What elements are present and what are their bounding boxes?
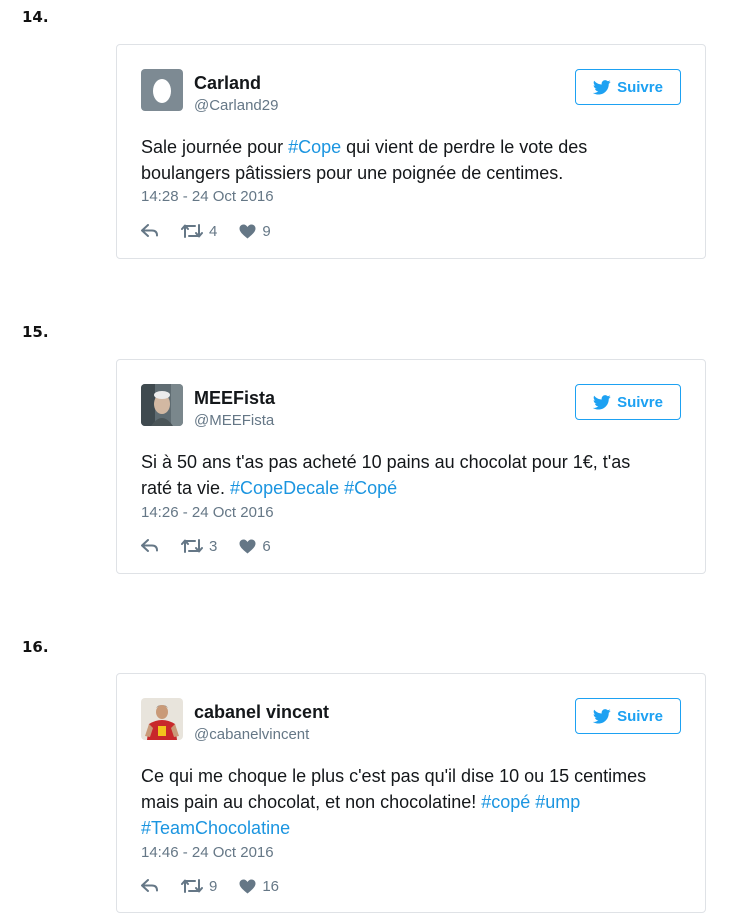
tweet-text-line [141,160,681,186]
follow-label: Suivre [617,78,663,96]
hashtag-link[interactable]: #CopeDecale [230,478,340,498]
tweet-text-segment: qui vient de perdre le vote des [341,137,588,157]
timestamp[interactable]: 14:26 - 24 Oct 2016 [141,504,274,521]
tweet-text-line [141,789,681,815]
tweet-text-line [141,763,681,789]
like-button[interactable] [239,223,270,240]
retweet-icon [181,223,203,239]
tweet-number: 16. [22,638,49,656]
reply-button[interactable] [141,879,159,893]
retweet-count: 9 [209,877,218,895]
retweet-icon [181,538,203,554]
tweet-card [116,44,706,259]
follow-button[interactable] [575,384,681,420]
tweet-text-segment: Ce qui me choque le plus c'est pas qu'il dise 10 ou 15 centimes [141,766,647,786]
follow-button[interactable] [575,698,681,734]
author-handle[interactable]: @cabanelvincent [194,726,310,743]
author-name[interactable]: MEEFista [194,388,276,408]
tweet-actions [141,221,293,241]
tweet-text-line [141,449,681,475]
author-handle[interactable]: @Carland29 [194,97,279,114]
photo-avatar-icon[interactable] [141,384,183,426]
twitter-bird-icon [593,709,611,724]
reply-icon [141,224,159,238]
reply-icon [141,879,159,893]
tweet-text-segment: Sale journée pour [141,137,289,157]
follow-label: Suivre [617,393,663,411]
author-name[interactable]: Carland [194,73,262,93]
like-button[interactable] [239,538,270,555]
retweet-button[interactable] [181,878,217,895]
tweet-number: 14. [22,8,49,26]
tweet-text [141,134,681,186]
like-count: 6 [262,537,271,555]
reply-button[interactable] [141,539,159,553]
twitter-bird-icon [593,395,611,410]
hashtag-link[interactable]: #Copé [344,478,398,498]
tweet-actions [141,876,301,896]
tweet-card [116,673,706,913]
tweet-text [141,449,681,501]
tweet-number: 15. [22,323,49,341]
timestamp[interactable]: 14:28 - 24 Oct 2016 [141,188,274,205]
retweet-count: 3 [209,537,218,555]
author-handle[interactable]: @MEEFista [194,412,275,429]
twitter-bird-icon [593,80,611,95]
tweet-text-line [141,134,681,160]
tweet-card [116,359,706,574]
heart-icon [239,224,256,239]
tweet-text [141,763,681,841]
author-name[interactable]: cabanel vincent [194,702,330,722]
tweet-text-segment: Si à 50 ans t'as pas acheté 10 pains au chocolat pour 1€, t'as [141,452,631,472]
tweet-text-line [141,815,681,841]
hashtag-link[interactable]: #TeamChocolatine [141,818,291,838]
egg-avatar-icon[interactable] [141,69,183,111]
reply-icon [141,539,159,553]
retweet-count: 4 [209,222,218,240]
tweet-text-segment: raté ta vie. [141,478,231,498]
heart-icon [239,879,256,894]
like-count: 16 [262,877,280,895]
retweet-button[interactable] [181,538,217,555]
retweet-icon [181,878,203,894]
timestamp[interactable]: 14:46 - 24 Oct 2016 [141,844,274,861]
tweet-text-segment: mais pain au chocolat, et non chocolatine! [141,792,482,812]
tweet-actions [141,536,293,556]
reply-button[interactable] [141,224,159,238]
hashtag-link[interactable]: #Cope [288,137,342,157]
follow-button[interactable] [575,69,681,105]
follow-label: Suivre [617,707,663,725]
retweet-button[interactable] [181,223,217,240]
hashtag-link[interactable]: #copé [481,792,531,812]
hashtag-link[interactable]: #ump [535,792,581,812]
like-count: 9 [262,222,271,240]
heart-icon [239,539,256,554]
tweet-text-line [141,475,681,501]
like-button[interactable] [239,878,279,895]
photo-avatar-icon[interactable] [141,698,183,740]
tweet-text-segment: boulangers pâtissiers pour une poignée de centimes. [141,163,564,183]
